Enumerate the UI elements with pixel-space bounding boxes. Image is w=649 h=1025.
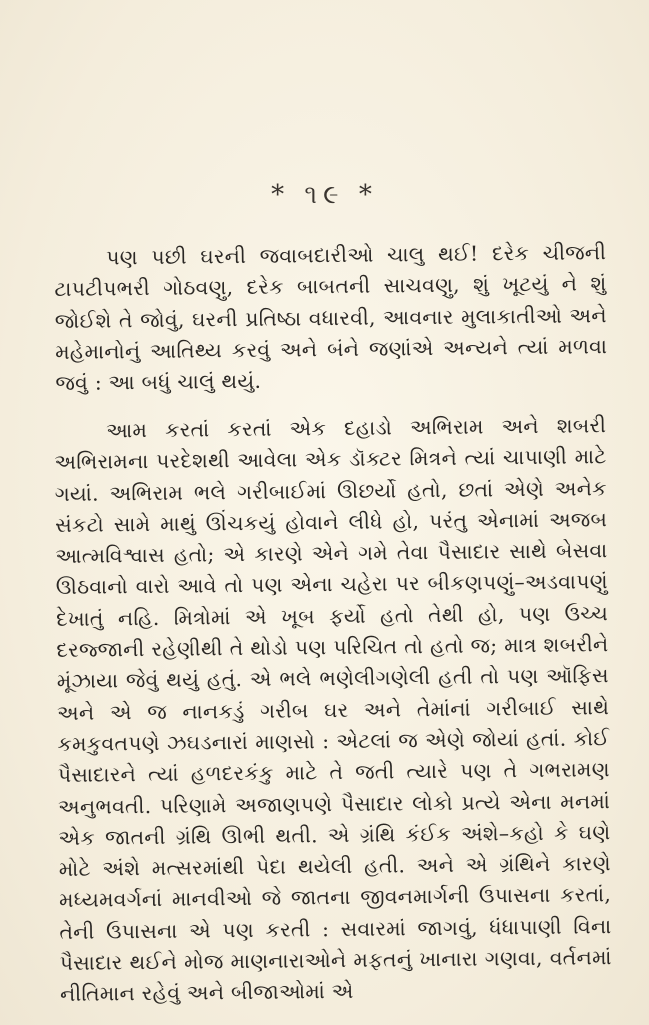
chapter-number-heading: * ૧૯ * <box>271 180 378 210</box>
paragraph-2: આમ કરતાં કરતાં એક દહાડો અભિરામ અને શબરી અભિરામના પરદેશથી આવેલા એક ડૉક્ટર મિત્રને ત્યાં ચાપાણી માટે ગયાં. અભિરામ ભલે ગરીબાઈમાં ઊછર્યો હતો, છતાં એણે અનેક સંકટો સામે માથું ઊંચકયું હોવાને લીધે હો, પરંતુ એનામાં અજબ આત્મવિશ્વાસ હતો; એ કારણે એને ગમે તેવા પૈસાદાર સાથે બેસવા ઊઠવાનો વારો આવે તો પણ એના ચહેરા પર બીકણપણું–અડવાપણું દેખાતું નહિ. મિત્રોમાં એ ખૂબ ફર્યો હતો તેથી હો, પણ ઉચ્ચ દરજ્જાની રહેણીથી તે થોડો પણ પરિચિત તો હતો જ; માત્ર શબરીને મૂંઝાયા જેવું થયું હતું. એ ભલે ભણેલીગણેલી હતી તો પણ ઑફિસ અને એ જ નાનકડું ગરીબ ઘર અને તેમાંનાં ગરીબાઈ સાથે કમકુવતપણે ઝઘડનારાં માણસો : એટલાં જ એણે જોયાં હતાં. કોઈ પૈસાદારને ત્યાં હળદરકંકુ માટે તે જતી ત્યારે પણ તે ગભરામણ અનુભવતી. પરિણામે અજાણપણે પૈસાદાર લોકો પ્રત્યે એના મનમાં એક જાતની ગ્રંથિ ઊભી થતી. એ ગ્રંથિ કંઈક અંશે–કહો કે ઘણે મોટે અંશે મત્સરમાંથી પેદા થયેલી હતી. અને એ ગ્રંથિને કારણે મધ્યમવર્ગનાં માનવીઓ જે જાતના જીવનમાર્ગની ઉપાસના કરતાં, તેની ઉપાસના એ પણ કરતી : સવારમાં જાગવું, ધંધાપાણી વિના પૈસાદાર થઈને મોજ માણનારાઓને મફતનું ખાનારા ગણવા, વર્તનમાં નીતિમાન રહેવું અને બીજાઓમાં એ <box>54 413 612 1007</box>
paragraph-1-block <box>54 237 608 399</box>
paragraph-1: પણ પછી ઘરની જવાબદારીઓ ચાલુ થઈ! દરેક ચીજની ટાપટીપભરી ગોઠવણુ, દરેક બાબતની સાચવણુ, શું ખૂટયું ને શું જોઈશે તે જોવું, ઘરની પ્રતિષ્ઠા વધારવી, આવનાર મુલાકાતીઓ અને મહેમાનોનું આતિથ્ય કરવું અને બંને જણાંએ અન્યને ત્યાં મળવા જવું : આ બધું ચાલું થયું. <box>54 240 608 396</box>
paragraph-2-block <box>54 410 612 1010</box>
